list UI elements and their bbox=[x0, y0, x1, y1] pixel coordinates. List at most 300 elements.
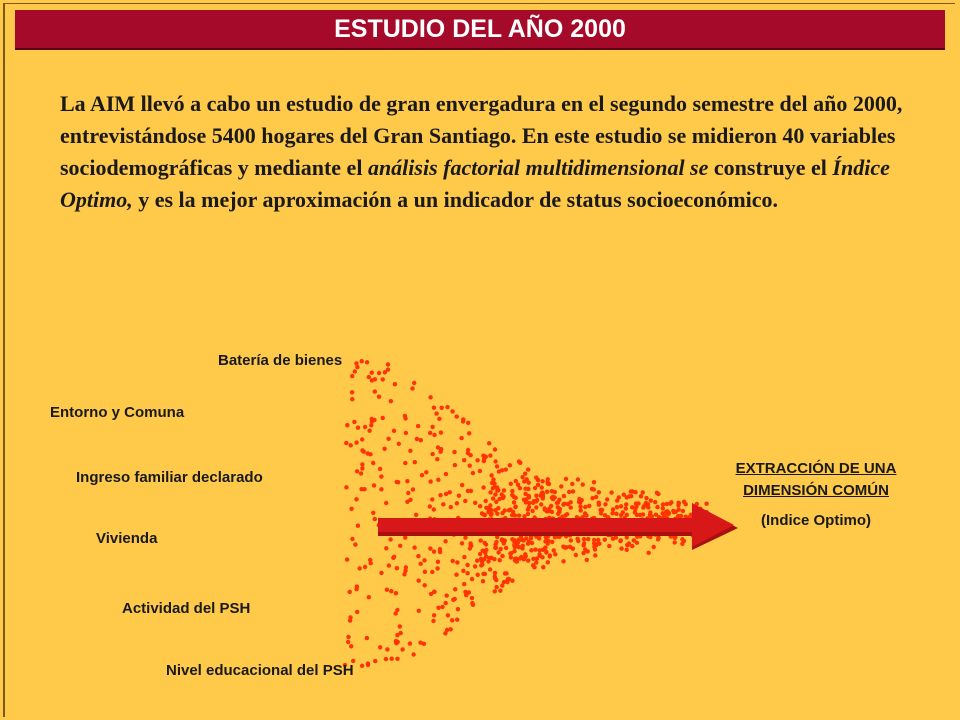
scatter-dot bbox=[530, 541, 534, 545]
scatter-dot bbox=[526, 542, 530, 546]
scatter-dot bbox=[366, 663, 370, 667]
scatter-dot bbox=[365, 636, 369, 640]
scatter-dot bbox=[547, 482, 551, 486]
result-heading-line2: DIMENSIÓN COMÚN bbox=[743, 482, 889, 499]
scatter-dot bbox=[438, 450, 442, 454]
scatter-dot bbox=[583, 547, 587, 551]
scatter-dot bbox=[440, 605, 444, 609]
scatter-dots bbox=[343, 359, 712, 668]
scatter-dot bbox=[457, 494, 461, 498]
scatter-dot bbox=[478, 504, 482, 508]
scatter-dot bbox=[345, 557, 349, 561]
scatter-dot bbox=[473, 501, 477, 505]
scatter-dot bbox=[379, 487, 383, 491]
scatter-dot bbox=[389, 589, 393, 593]
scatter-dot bbox=[434, 411, 438, 415]
scatter-dot bbox=[432, 433, 436, 437]
scatter-dot bbox=[440, 406, 444, 410]
scatter-dot bbox=[382, 447, 386, 451]
scatter-dot bbox=[479, 563, 483, 567]
scatter-dot bbox=[359, 471, 363, 475]
scatter-dot bbox=[510, 489, 514, 493]
scatter-dot bbox=[571, 489, 575, 493]
scatter-dot bbox=[428, 504, 432, 508]
scatter-dot bbox=[596, 538, 600, 542]
scatter-dot bbox=[597, 542, 601, 546]
scatter-dot bbox=[381, 416, 385, 420]
scatter-dot bbox=[462, 582, 466, 586]
scatter-dot bbox=[635, 541, 639, 545]
scatter-dot bbox=[373, 659, 377, 663]
scatter-dot bbox=[424, 470, 428, 474]
scatter-dot bbox=[650, 514, 654, 518]
scatter-dot bbox=[582, 537, 586, 541]
scatter-dot bbox=[408, 641, 412, 645]
scatter-dot bbox=[366, 451, 370, 455]
scatter-dot bbox=[367, 375, 371, 379]
scatter-dot bbox=[513, 513, 517, 517]
scatter-dot bbox=[526, 512, 530, 516]
scatter-dot bbox=[582, 541, 586, 545]
scatter-dot bbox=[570, 482, 574, 486]
intro-italic-1: análisis factorial multidimensional se bbox=[367, 155, 709, 180]
scatter-dot bbox=[493, 542, 497, 546]
scatter-dot bbox=[395, 480, 399, 484]
scatter-dot bbox=[576, 477, 580, 481]
scatter-dot bbox=[535, 498, 539, 502]
scatter-dot bbox=[498, 558, 502, 562]
scatter-dot bbox=[354, 361, 358, 365]
scatter-dot bbox=[674, 510, 678, 514]
scatter-dot bbox=[561, 559, 565, 563]
scatter-dot bbox=[526, 467, 530, 471]
scatter-dot bbox=[540, 555, 544, 559]
scatter-dot bbox=[581, 482, 585, 486]
scatter-dot bbox=[403, 535, 407, 539]
scatter-dot bbox=[527, 481, 531, 485]
scatter-dot bbox=[420, 473, 424, 477]
scatter-dot bbox=[592, 538, 596, 542]
scatter-dot bbox=[348, 618, 352, 622]
scatter-dot bbox=[411, 487, 415, 491]
scatter-dot bbox=[367, 429, 371, 433]
scatter-dot bbox=[419, 562, 423, 566]
scatter-dot bbox=[527, 501, 531, 505]
scatter-dot bbox=[673, 540, 677, 544]
scatter-dot bbox=[504, 546, 508, 550]
scatter-dot bbox=[496, 550, 500, 554]
scatter-dot bbox=[638, 513, 642, 517]
scatter-dot bbox=[367, 595, 371, 599]
scatter-dot bbox=[486, 559, 490, 563]
scatter-dot bbox=[455, 618, 459, 622]
scatter-dot bbox=[459, 436, 463, 440]
scatter-dot bbox=[379, 571, 383, 575]
variable-label-actividad: Actividad del PSH bbox=[122, 600, 251, 617]
scatter-dot bbox=[500, 468, 504, 472]
scatter-dot bbox=[629, 494, 633, 498]
scatter-dot bbox=[603, 502, 607, 506]
scatter-dot bbox=[481, 572, 485, 576]
scatter-dot bbox=[473, 564, 477, 568]
result-subtitle: (Indice Optimo) bbox=[761, 512, 871, 529]
scatter-dot bbox=[462, 555, 466, 559]
scatter-dot bbox=[430, 497, 434, 501]
scatter-dot bbox=[350, 537, 354, 541]
scatter-dot bbox=[443, 539, 447, 543]
scatter-dot bbox=[655, 505, 659, 509]
variable-label-bienes: Batería de bienes bbox=[218, 352, 343, 369]
scatter-dot bbox=[466, 451, 470, 455]
scatter-dot bbox=[368, 558, 372, 562]
scatter-dot bbox=[403, 416, 407, 420]
scatter-dot bbox=[469, 544, 473, 548]
scatter-dot bbox=[593, 553, 597, 557]
scatter-dot bbox=[489, 473, 493, 477]
scatter-dot bbox=[395, 608, 399, 612]
scatter-dot bbox=[529, 548, 533, 552]
scatter-dot bbox=[669, 500, 673, 504]
scatter-dot bbox=[405, 479, 409, 483]
scatter-dot bbox=[642, 504, 646, 508]
scatter-dot bbox=[680, 542, 684, 546]
scatter-dot bbox=[354, 587, 358, 591]
scatter-dot bbox=[475, 559, 479, 563]
scatter-dot bbox=[355, 365, 359, 369]
scatter-dot bbox=[549, 504, 553, 508]
scatter-dot bbox=[387, 563, 391, 567]
scatter-dot bbox=[432, 613, 436, 617]
scatter-dot bbox=[412, 381, 416, 385]
scatter-dot bbox=[411, 652, 415, 656]
scatter-dot bbox=[370, 378, 374, 382]
scatter-dot bbox=[625, 543, 629, 547]
scatter-dot bbox=[372, 483, 376, 487]
scatter-dot bbox=[460, 483, 464, 487]
scatter-dot bbox=[417, 579, 421, 583]
scatter-dot bbox=[512, 500, 516, 504]
variable-label-educacion: Nivel educacional del PSH bbox=[166, 662, 354, 679]
scatter-dot bbox=[423, 583, 427, 587]
scatter-dot bbox=[609, 490, 613, 494]
variable-label-vivienda: Vivienda bbox=[96, 530, 158, 547]
scatter-dot bbox=[540, 479, 544, 483]
scatter-dot bbox=[553, 552, 557, 556]
scatter-dot bbox=[512, 549, 516, 553]
scatter-dot bbox=[562, 502, 566, 506]
scatter-dot bbox=[527, 505, 531, 509]
scatter-dot bbox=[445, 628, 449, 632]
scatter-dot bbox=[514, 479, 518, 483]
scatter-dot bbox=[405, 500, 409, 504]
scatter-dot bbox=[388, 537, 392, 541]
scatter-dot bbox=[567, 490, 571, 494]
scatter-dot bbox=[432, 507, 436, 511]
scatter-dot bbox=[428, 395, 432, 399]
scatter-dot bbox=[534, 494, 538, 498]
scatter-dot bbox=[396, 640, 400, 644]
scatter-dot bbox=[360, 359, 364, 363]
scatter-dot bbox=[502, 488, 506, 492]
scatter-dot bbox=[408, 449, 412, 453]
scatter-dot bbox=[461, 569, 465, 573]
scatter-dot bbox=[373, 517, 377, 521]
scatter-dot bbox=[497, 497, 501, 501]
scatter-dot bbox=[392, 429, 396, 433]
scatter-dot bbox=[390, 657, 394, 661]
scatter-dot bbox=[466, 421, 470, 425]
scatter-dot bbox=[508, 463, 512, 467]
scatter-dot bbox=[492, 485, 496, 489]
scatter-dot bbox=[451, 598, 455, 602]
scatter-dot bbox=[455, 501, 459, 505]
scatter-dot bbox=[467, 431, 471, 435]
scatter-dot bbox=[517, 537, 521, 541]
scatter-dot bbox=[435, 566, 439, 570]
scatter-dot bbox=[534, 505, 538, 509]
scatter-dot bbox=[453, 587, 457, 591]
scatter-dot bbox=[460, 541, 464, 545]
scatter-dot bbox=[481, 454, 485, 458]
scatter-dot bbox=[373, 389, 377, 393]
scatter-dot bbox=[652, 545, 656, 549]
scatter-dot bbox=[543, 506, 547, 510]
scatter-dot bbox=[517, 513, 521, 517]
scatter-dot bbox=[488, 567, 492, 571]
scatter-dot bbox=[395, 657, 399, 661]
scatter-dot bbox=[607, 544, 611, 548]
scatter-dot bbox=[431, 619, 435, 623]
scatter-dot bbox=[484, 554, 488, 558]
scatter-dot bbox=[548, 553, 552, 557]
scatter-dot bbox=[450, 618, 454, 622]
scatter-dot bbox=[397, 442, 401, 446]
scatter-dot bbox=[455, 414, 459, 418]
scatter-dot bbox=[479, 557, 483, 561]
scatter-dot bbox=[470, 577, 474, 581]
scatter-dot bbox=[355, 469, 359, 473]
scatter-dot bbox=[356, 426, 360, 430]
scatter-dot bbox=[449, 505, 453, 509]
scatter-dot bbox=[385, 647, 389, 651]
scatter-dot bbox=[559, 484, 563, 488]
scatter-dot bbox=[644, 496, 648, 500]
scatter-dot bbox=[586, 537, 590, 541]
scatter-dot bbox=[461, 419, 465, 423]
scatter-dot bbox=[481, 579, 485, 583]
scatter-dot bbox=[470, 601, 474, 605]
scatter-dot bbox=[356, 524, 360, 528]
scatter-dot bbox=[395, 566, 399, 570]
scatter-dot bbox=[665, 502, 669, 506]
scatter-dot bbox=[377, 395, 381, 399]
scatter-dot bbox=[514, 543, 518, 547]
scatter-dot bbox=[475, 458, 479, 462]
scatter-dot bbox=[539, 502, 543, 506]
scatter-dot bbox=[386, 362, 390, 366]
scatter-dot bbox=[423, 570, 427, 574]
scatter-dot bbox=[617, 495, 621, 499]
scatter-dot bbox=[621, 510, 625, 514]
scatter-dot bbox=[563, 513, 567, 517]
scatter-dot bbox=[590, 487, 594, 491]
scatter-dot bbox=[597, 503, 601, 507]
scatter-dot bbox=[428, 431, 432, 435]
scatter-dot bbox=[479, 538, 483, 542]
scatter-dot bbox=[579, 508, 583, 512]
scatter-dot bbox=[350, 374, 354, 378]
scatter-dot bbox=[404, 565, 408, 569]
scatter-dot bbox=[430, 452, 434, 456]
scatter-dot bbox=[546, 477, 550, 481]
scatter-dot bbox=[360, 466, 364, 470]
result-heading-line1: EXTRACCIÓN DE UNA bbox=[735, 460, 897, 477]
scatter-dot bbox=[362, 487, 366, 491]
scatter-dot bbox=[495, 512, 499, 516]
scatter-dot bbox=[630, 489, 634, 493]
scatter-dot bbox=[562, 494, 566, 498]
scatter-dot bbox=[578, 500, 582, 504]
scatter-dot bbox=[533, 486, 537, 490]
scatter-dot bbox=[509, 555, 513, 559]
scatter-dot bbox=[517, 459, 521, 463]
scatter-dot bbox=[399, 631, 403, 635]
scatter-dot bbox=[603, 538, 607, 542]
scatter-dot bbox=[530, 509, 534, 513]
scatter-dot bbox=[487, 441, 491, 445]
scatter-dot bbox=[550, 540, 554, 544]
scatter-dot bbox=[360, 664, 364, 668]
scatter-dot bbox=[493, 459, 497, 463]
scatter-dot bbox=[481, 485, 485, 489]
scatter-dot bbox=[661, 502, 665, 506]
scatter-dot bbox=[524, 497, 528, 501]
scatter-dot bbox=[363, 565, 367, 569]
scatter-dot bbox=[680, 537, 684, 541]
scatter-dot bbox=[552, 548, 556, 552]
scatter-dot bbox=[550, 496, 554, 500]
scatter-dot bbox=[534, 560, 538, 564]
scatter-dot bbox=[378, 645, 382, 649]
scatter-dot bbox=[514, 505, 518, 509]
scatter-dot bbox=[438, 547, 442, 551]
scatter-dot bbox=[346, 640, 350, 644]
scatter-dot bbox=[592, 480, 596, 484]
scatter-dot bbox=[414, 513, 418, 517]
scatter-dot bbox=[619, 546, 623, 550]
scatter-dot bbox=[493, 492, 497, 496]
scatter-dot bbox=[379, 474, 383, 478]
scatter-dot bbox=[639, 494, 643, 498]
scatter-dot bbox=[495, 464, 499, 468]
scatter-dot bbox=[583, 505, 587, 509]
scatter-dot bbox=[463, 535, 467, 539]
scatter-dot bbox=[349, 443, 353, 447]
scatter-dot bbox=[446, 613, 450, 617]
scatter-dot bbox=[615, 505, 619, 509]
scatter-dot bbox=[393, 382, 397, 386]
scatter-dot bbox=[557, 509, 561, 513]
scatter-dot bbox=[453, 463, 457, 467]
scatter-dot bbox=[665, 509, 669, 513]
scatter-dot bbox=[455, 560, 459, 564]
scatter-dot bbox=[413, 460, 417, 464]
scatter-dot bbox=[345, 423, 349, 427]
scatter-dot bbox=[656, 492, 660, 496]
scatter-dot bbox=[491, 496, 495, 500]
scatter-dot bbox=[445, 593, 449, 597]
scatter-dot bbox=[358, 566, 362, 570]
scatter-dot bbox=[661, 506, 665, 510]
scatter-dot bbox=[546, 560, 550, 564]
scatter-dot bbox=[416, 424, 420, 428]
scatter-dot bbox=[597, 490, 601, 494]
scatter-dot bbox=[384, 546, 388, 550]
scatter-dot bbox=[435, 457, 439, 461]
scatter-dot bbox=[430, 570, 434, 574]
scatter-dot bbox=[353, 542, 357, 546]
scatter-dot bbox=[647, 551, 651, 555]
scatter-dot bbox=[353, 369, 357, 373]
scatter-dot bbox=[436, 606, 440, 610]
scatter-dot bbox=[349, 507, 353, 511]
intro-text-2: construye el bbox=[708, 155, 833, 180]
scatter-dot bbox=[541, 548, 545, 552]
scatter-dot bbox=[378, 467, 382, 471]
scatter-dot bbox=[498, 589, 502, 593]
scatter-dot bbox=[593, 547, 597, 551]
scatter-dot bbox=[533, 547, 537, 551]
scatter-dot bbox=[478, 469, 482, 473]
intro-italic-2: Índice Optimo, bbox=[60, 155, 890, 212]
scatter-dot bbox=[681, 509, 685, 513]
scatter-dot bbox=[391, 556, 395, 560]
scatter-dot bbox=[384, 657, 388, 661]
scatter-dot bbox=[456, 607, 460, 611]
scatter-dot bbox=[541, 565, 545, 569]
scatter-dot bbox=[436, 478, 440, 482]
scatter-dot bbox=[514, 559, 518, 563]
scatter-dot bbox=[410, 386, 414, 390]
scatter-dot bbox=[502, 580, 506, 584]
intro-text-3: y es la mejor aproximación a un indicador de status socioeconómico. bbox=[132, 187, 779, 212]
scatter-dot bbox=[428, 546, 432, 550]
scatter-dot bbox=[682, 500, 686, 504]
scatter-dot bbox=[404, 431, 408, 435]
scatter-dot bbox=[599, 511, 603, 515]
scatter-dot bbox=[590, 496, 594, 500]
scatter-dot bbox=[432, 406, 436, 410]
scatter-dot bbox=[422, 558, 426, 562]
scatter-dot bbox=[504, 571, 508, 575]
scatter-dot bbox=[419, 438, 423, 442]
scatter-dot bbox=[610, 511, 614, 515]
scatter-dot bbox=[371, 511, 375, 515]
scatter-dot bbox=[569, 500, 573, 504]
scatter-dot bbox=[564, 477, 568, 481]
scatter-dot bbox=[541, 496, 545, 500]
scatter-dot bbox=[484, 542, 488, 546]
scatter-dot bbox=[389, 399, 393, 403]
scatter-dot bbox=[605, 497, 609, 501]
scatter-dot bbox=[432, 590, 436, 594]
scatter-dot bbox=[386, 437, 390, 441]
scatter-dot bbox=[360, 462, 364, 466]
scatter-dot bbox=[523, 472, 527, 476]
scatter-dot bbox=[575, 537, 579, 541]
scatter-dot bbox=[465, 571, 469, 575]
scatter-dot bbox=[450, 409, 454, 413]
